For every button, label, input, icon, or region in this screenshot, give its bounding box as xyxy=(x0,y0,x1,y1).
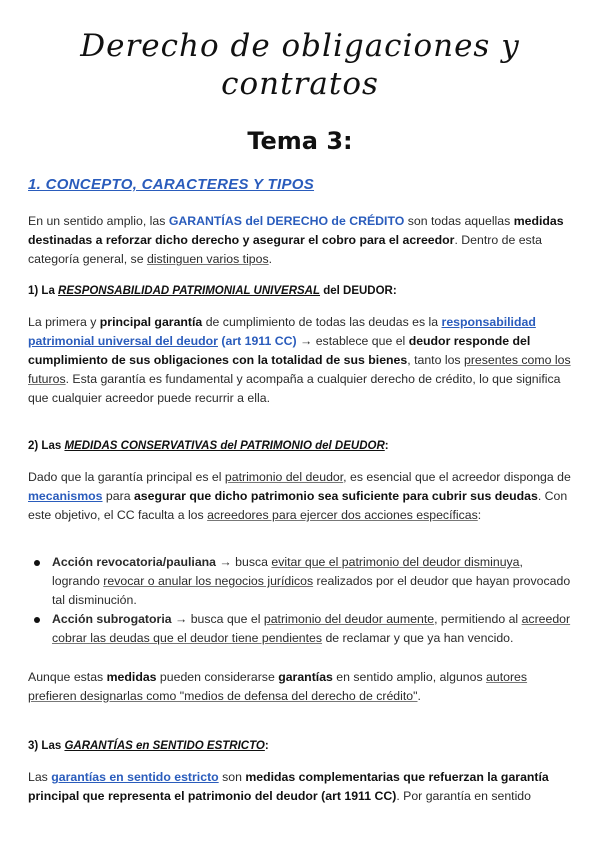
intro-paragraph xyxy=(28,212,573,269)
underlined-text: autores prefieren designarlas como "medios de defensa del derecho de crédito" xyxy=(28,670,528,703)
subheading-2 xyxy=(28,440,389,452)
title-line-2: contratos xyxy=(221,66,379,102)
tema-heading: Tema 3: xyxy=(247,127,353,155)
text: pueden considerarse xyxy=(156,670,279,684)
text: . xyxy=(417,689,421,703)
text: , permitiendo al xyxy=(434,612,522,626)
section-heading-1: 1. CONCEPTO, CARACTERES Y TIPOS xyxy=(28,176,315,193)
text: La primera y xyxy=(28,315,100,329)
text: son xyxy=(218,770,246,784)
list-item xyxy=(28,553,573,610)
text: → busca xyxy=(216,555,272,569)
bold-text: garantías xyxy=(278,670,333,684)
text: : xyxy=(384,440,389,452)
underlined-text: presentes como los futuros xyxy=(28,353,571,386)
text: Las xyxy=(28,770,52,784)
text: → busca que el xyxy=(171,612,264,626)
text: Dado que la garantía principal es el xyxy=(28,470,225,484)
bold-text: medidas xyxy=(106,670,157,684)
underlined-text: patrimonio del deudor aumente xyxy=(263,612,435,626)
bold-text: deudor responde del cumplimiento de sus obligaciones con la totalidad de sus bienes xyxy=(28,334,531,367)
text: : xyxy=(477,508,482,522)
text: . Con este objetivo, el CC faculta a los xyxy=(28,489,568,522)
list-item xyxy=(28,610,573,648)
text: Aunque estas xyxy=(28,670,107,684)
underlined-text: acreedores para ejercer dos acciones específicas xyxy=(207,508,478,522)
text: → establece que el xyxy=(296,334,409,348)
underlined-text: distinguen varios tipos xyxy=(146,252,269,266)
text: para xyxy=(102,489,134,503)
highlight-text: GARANTÍAS del DERECHO de CRÉDITO xyxy=(168,214,405,228)
underlined-text: patrimonio del deudor xyxy=(224,470,344,484)
text: en sentido amplio, algunos xyxy=(332,670,487,684)
highlight-link-text: garantías en sentido estricto xyxy=(51,770,219,784)
bold-text: asegurar que dicho patrimonio sea suficiente para cubrir sus deudas xyxy=(133,489,538,503)
text: de reclamar y que ya han vencido. xyxy=(322,631,514,645)
bold-text: medidas destinadas a reforzar dicho derecho y asegurar el cobro para el acreedor xyxy=(28,214,564,247)
underlined-text: revocar o anular los negocios jurídicos xyxy=(103,574,314,588)
bold-text: Acción revocatoria/pauliana xyxy=(52,555,217,569)
paragraph-3 xyxy=(28,668,573,706)
bullet-icon xyxy=(34,617,40,623)
text: , tanto los xyxy=(407,353,464,367)
text: 1) La xyxy=(28,285,59,297)
bullet-icon xyxy=(34,560,40,566)
text: . Dentro de esta categoría general, se xyxy=(28,233,542,266)
underlined-heading-text: RESPONSABILIDAD PATRIMONIAL UNIVERSAL xyxy=(58,285,321,297)
underlined-text: evitar que el patrimonio del deudor disminuya xyxy=(271,555,520,569)
paragraph-4 xyxy=(28,768,573,806)
highlight-link-text: mecanismos xyxy=(28,489,103,503)
text: . xyxy=(268,252,273,266)
text: de cumplimiento de todas las deudas es la xyxy=(202,315,442,329)
highlight-link-text: responsabilidad patrimonial universal del deudor xyxy=(28,315,536,348)
actions-list xyxy=(28,553,573,648)
text: , es esencial que el acreedor disponga de xyxy=(343,470,571,484)
underlined-heading-text: GARANTÍAS en SENTIDO ESTRICTO xyxy=(64,740,265,752)
text: 2) Las xyxy=(28,440,65,452)
text: realizados por el deudor que hayan provocado tal disminución. xyxy=(52,574,571,607)
subheading-3 xyxy=(28,740,269,752)
text: En un sentido amplio, las xyxy=(28,214,169,228)
text: : xyxy=(264,740,269,752)
title-line-1: Derecho de obligaciones y xyxy=(80,28,520,64)
bold-text: principal garantía xyxy=(99,315,203,329)
underlined-heading-text: MEDIDAS CONSERVATIVAS del PATRIMONIO del DEUDOR xyxy=(64,440,385,452)
text: son todas aquellas xyxy=(404,214,514,228)
paragraph-2 xyxy=(28,468,573,525)
text: . Esta garantía es fundamental y acompaña a cualquier derecho de crédito, lo que significa que cualquier acreedor puede recurrir a ella. xyxy=(28,372,561,405)
document-title xyxy=(60,27,540,103)
subheading-1 xyxy=(28,285,397,297)
underlined-text: acreedor cobrar las deudas que el deudor tiene pendientes xyxy=(52,612,571,645)
text: . Por garantía en sentido xyxy=(396,789,531,803)
text: 3) Las xyxy=(28,740,65,752)
paragraph-1 xyxy=(28,313,573,408)
text: del DEUDOR: xyxy=(320,285,397,297)
bold-text: Acción subrogatoria xyxy=(52,612,172,626)
highlight-text: (art 1911 CC) xyxy=(217,334,297,348)
text: , logrando xyxy=(52,555,523,588)
bold-text: medidas complementarias que refuerzan la garantía principal que representa el patrimonio del deudor (art 1911 CC) xyxy=(28,770,549,803)
